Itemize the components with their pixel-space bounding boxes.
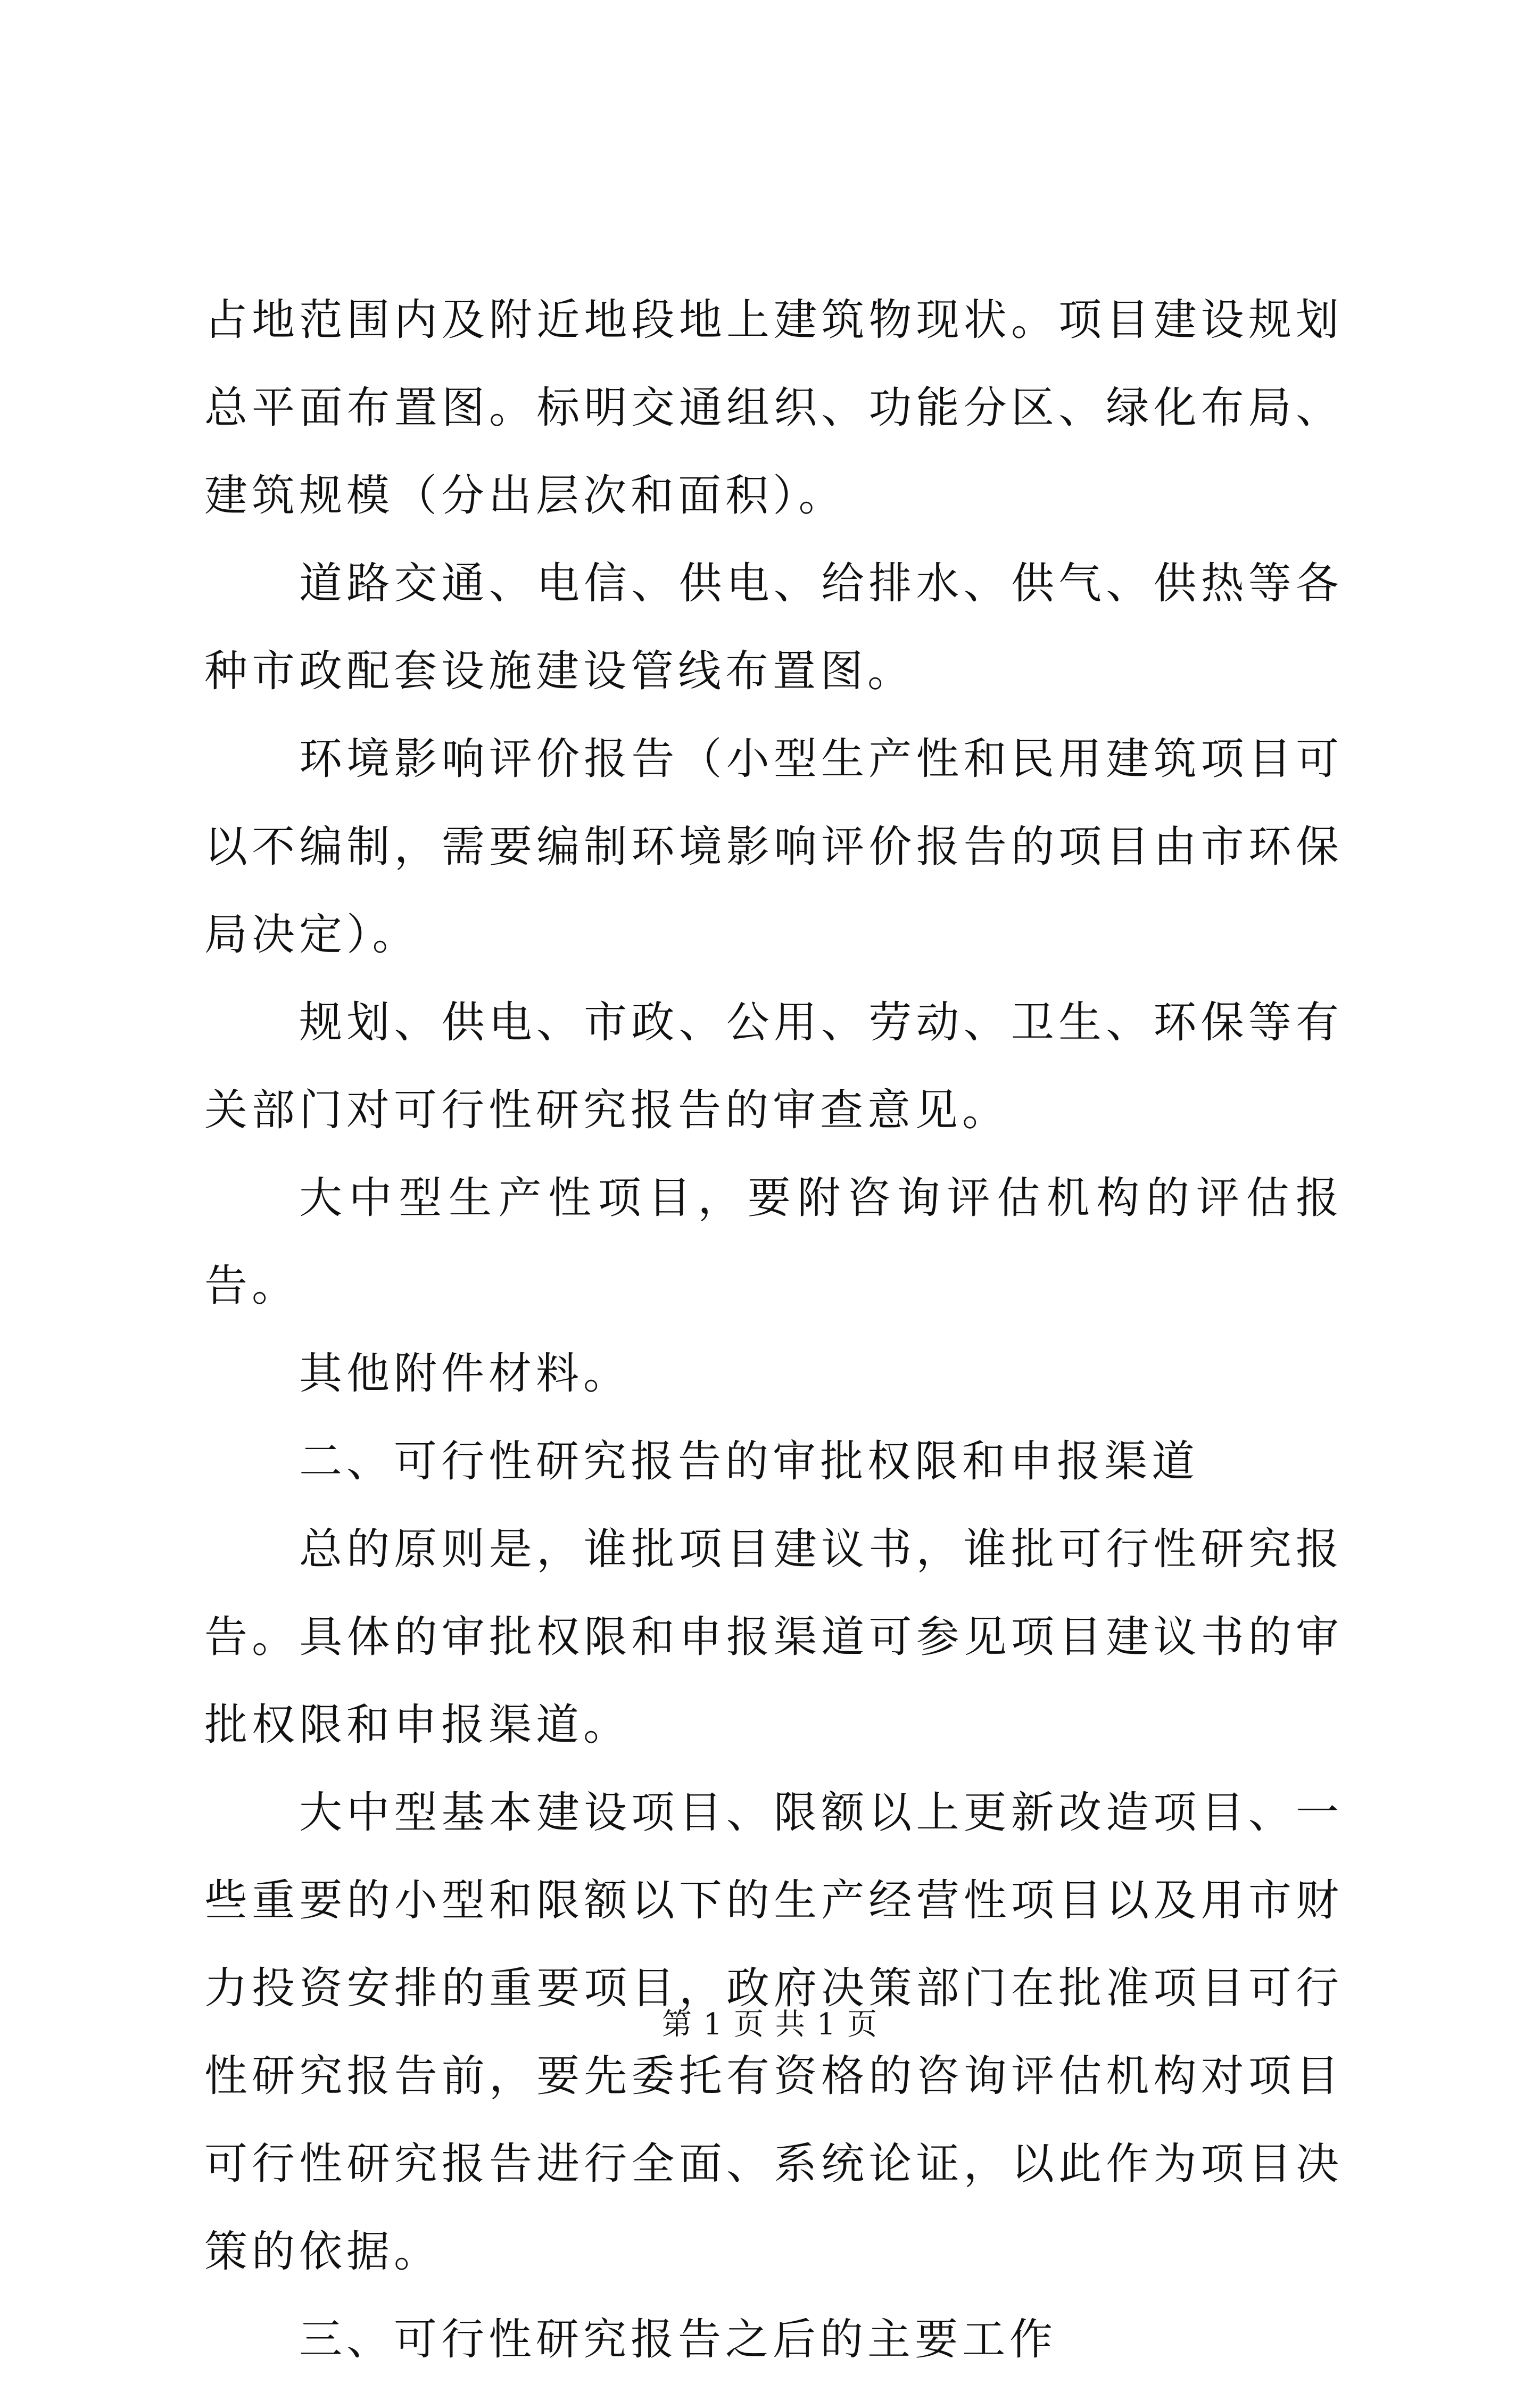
paragraph-environmental-report: 环境影响评价报告（小型生产性和民用建筑项目可以不编制，需要编制环境影响评价报告的项目由市环保局决定）。 bbox=[204, 734, 1343, 960]
section-heading-follow-up: 三、可行性研究报告之后的主要工作 bbox=[299, 2315, 1057, 2365]
paragraph-site-drawings: 占地范围内及附近地段地上建筑物现状。项目建设规划总平面布置图。标明交通组织、功能分区、绿化布局、建筑规模（分出层次和面积）。 bbox=[204, 295, 1343, 521]
paragraph-pipeline-layout: 道路交通、电信、供电、给排水、供气、供热等各种市政配套设施建设管线布置图。 bbox=[204, 559, 1343, 697]
paragraph-department-opinions: 规划、供电、市政、公用、劳动、卫生、环保等有关部门对可行性研究报告的审查意见。 bbox=[204, 998, 1343, 1136]
paragraph-other-attachments: 其他附件材料。 bbox=[299, 1349, 631, 1399]
page-footer: 第 1 页 共 1 页 bbox=[661, 2007, 879, 2042]
paragraph-major-projects: 大中型基本建设项目、限额以上更新改造项目、一些重要的小型和限额以下的生产经营性项目以及用市财力投资安排的重要项目，政府决策部门在批准项目可行性研究报告前，要先委托有资格的咨询评估机构对项目可行性研究报告进行全面、系统论证，以此作为项目决策的依据。 bbox=[204, 1788, 1343, 2277]
paragraph-evaluation-report: 大中型生产性项目，要附咨询评估机构的评估报告。 bbox=[204, 1173, 1343, 1311]
section-heading-approval: 二、可行性研究报告的审批权限和申报渠道 bbox=[299, 1437, 1199, 1487]
document-body bbox=[204, 277, 1343, 2384]
paragraph-general-principle: 总的原则是，谁批项目建议书，谁批可行性研究报告。具体的审批权限和申报渠道可参见项目建议书的审批权限和申报渠道。 bbox=[204, 1525, 1343, 1750]
